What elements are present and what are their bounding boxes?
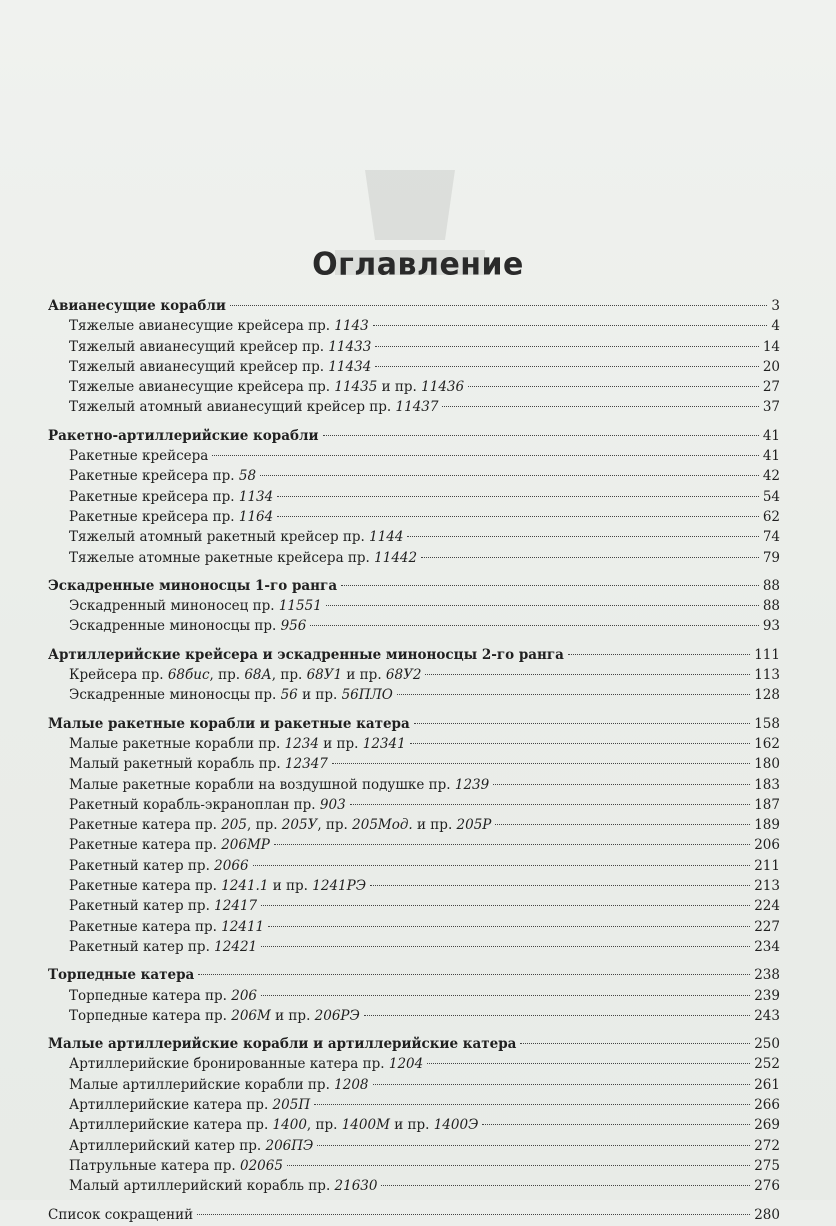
entry-title: Ракетные катера пр. 206МР bbox=[69, 837, 270, 854]
entry-title: Торпедные катера пр. 206М и пр. 206РЭ bbox=[69, 1007, 360, 1024]
entry-title: Артиллерийские катера пр. 205П bbox=[69, 1096, 311, 1113]
toc-item[interactable] bbox=[48, 487, 780, 507]
page-number: 269 bbox=[754, 1117, 780, 1134]
page-number: 74 bbox=[762, 529, 780, 546]
entry-title: Эскадренный миноносец пр. 11551 bbox=[69, 598, 322, 615]
entry-title: Ракетный катер пр. 12421 bbox=[69, 938, 258, 955]
project-number: 206М bbox=[231, 1007, 271, 1024]
page-number: 239 bbox=[754, 987, 780, 1004]
toc-item[interactable] bbox=[48, 815, 780, 835]
dot-leader bbox=[332, 763, 750, 764]
page-number: 158 bbox=[754, 715, 780, 732]
toc-item[interactable] bbox=[48, 986, 780, 1006]
toc-item[interactable] bbox=[48, 1156, 780, 1176]
project-number: 206 bbox=[231, 987, 258, 1004]
dot-leader bbox=[364, 1015, 750, 1016]
project-number: 12347 bbox=[284, 756, 328, 773]
toc-item[interactable] bbox=[48, 466, 780, 486]
project-number: 1241.1 bbox=[221, 878, 269, 895]
entry-title: Тяжелый авианесущий крейсер пр. 11434 bbox=[69, 358, 372, 375]
toc-item[interactable] bbox=[48, 316, 780, 336]
dot-leader bbox=[407, 536, 758, 537]
page-number: 250 bbox=[754, 1036, 780, 1053]
dot-leader bbox=[373, 1084, 751, 1085]
toc-item[interactable] bbox=[48, 1176, 780, 1196]
page-number: 227 bbox=[754, 918, 780, 935]
page-number: 20 bbox=[762, 358, 780, 375]
project-number: 1144 bbox=[369, 529, 404, 546]
project-number: 1239 bbox=[454, 776, 490, 793]
dot-leader bbox=[261, 905, 750, 906]
project-number: 68бис bbox=[167, 667, 210, 684]
dot-leader bbox=[350, 804, 751, 805]
toc-section[interactable] bbox=[48, 1034, 780, 1054]
page-number: 183 bbox=[754, 776, 780, 793]
entry-title: Артиллерийские бронированные катера пр. 1204 bbox=[69, 1056, 424, 1073]
dot-leader bbox=[277, 516, 759, 517]
dot-leader bbox=[253, 865, 751, 866]
project-number: 11433 bbox=[328, 338, 372, 355]
project-number: 56 bbox=[280, 687, 298, 704]
dot-leader bbox=[277, 496, 759, 497]
toc-item[interactable] bbox=[48, 1095, 780, 1115]
page-number: 4 bbox=[771, 318, 780, 335]
toc-section[interactable] bbox=[48, 645, 780, 665]
page-number: 3 bbox=[771, 298, 780, 314]
project-number: 206МР bbox=[221, 837, 270, 854]
toc-item[interactable] bbox=[48, 527, 780, 547]
project-number: 206ПЭ bbox=[265, 1137, 314, 1154]
entry-title: Малые артиллерийские корабли и артиллерийские катера bbox=[48, 1036, 517, 1053]
toc-item[interactable] bbox=[48, 1054, 780, 1074]
entry-title: Ракетные катера пр. 1241.1 и пр. 1241РЭ bbox=[69, 878, 367, 895]
entry-title: Ракетный катер пр. 12417 bbox=[69, 898, 258, 915]
page-number: 187 bbox=[754, 796, 780, 813]
entry-title: Малый артиллерийский корабль пр. 21630 bbox=[69, 1178, 378, 1195]
entry-title: Малые артиллерийские корабли пр. 1208 bbox=[69, 1076, 369, 1093]
project-number: 1234 bbox=[284, 735, 319, 752]
dot-leader bbox=[568, 654, 750, 655]
toc-item[interactable] bbox=[48, 1115, 780, 1135]
dot-leader bbox=[397, 694, 750, 695]
project-number: 68У1 bbox=[306, 667, 343, 684]
dot-leader bbox=[427, 1063, 750, 1064]
project-number: 205Р bbox=[456, 817, 492, 834]
dot-leader bbox=[314, 1104, 750, 1105]
dot-leader bbox=[260, 475, 759, 476]
toc-section[interactable] bbox=[48, 965, 780, 985]
project-number: 1400 bbox=[272, 1117, 307, 1134]
page-number: 41 bbox=[762, 427, 780, 444]
project-number: 1208 bbox=[334, 1076, 369, 1093]
dot-leader bbox=[317, 1145, 750, 1146]
entry-title: Малые ракетные корабли и ракетные катера bbox=[48, 715, 410, 732]
dot-leader bbox=[261, 946, 750, 947]
page-number: 54 bbox=[762, 488, 780, 505]
entry-title: Торпедные катера пр. 206 bbox=[69, 987, 258, 1004]
entry-title: Ракетные крейсера bbox=[69, 448, 209, 465]
dot-leader bbox=[326, 605, 759, 606]
project-number: 11551 bbox=[278, 598, 322, 615]
dot-leader bbox=[375, 366, 759, 367]
page-number: 37 bbox=[762, 399, 780, 416]
dot-leader bbox=[410, 743, 751, 744]
page-number: 189 bbox=[754, 817, 780, 834]
toc-item[interactable] bbox=[48, 397, 780, 417]
toc-section[interactable] bbox=[48, 714, 780, 734]
entry-title: Список сокращений bbox=[48, 1207, 194, 1224]
project-number: 903 bbox=[319, 796, 346, 813]
toc-item[interactable] bbox=[48, 835, 780, 855]
toc-item[interactable] bbox=[48, 665, 780, 685]
page-number: 93 bbox=[762, 618, 780, 635]
dot-leader bbox=[468, 386, 759, 387]
project-number: 21630 bbox=[334, 1178, 378, 1195]
dot-leader bbox=[261, 995, 750, 996]
toc-item[interactable] bbox=[48, 616, 780, 636]
dot-leader bbox=[493, 784, 750, 785]
page-number: 180 bbox=[754, 756, 780, 773]
toc-item[interactable] bbox=[48, 896, 780, 916]
project-number: 956 bbox=[280, 618, 307, 635]
project-number: 205У bbox=[281, 817, 318, 834]
dot-leader bbox=[197, 1214, 750, 1215]
project-number: 68У2 bbox=[385, 667, 422, 684]
project-number: 1204 bbox=[388, 1056, 424, 1073]
entry-title: Ракетные крейсера пр. 1134 bbox=[69, 488, 274, 505]
project-number: 206РЭ bbox=[314, 1007, 360, 1024]
project-number: 12417 bbox=[214, 898, 258, 915]
page-number: 224 bbox=[754, 898, 780, 915]
project-number: 205 bbox=[221, 817, 247, 834]
project-number: 1400Э bbox=[433, 1117, 479, 1134]
dot-leader bbox=[274, 844, 750, 845]
toc-item[interactable] bbox=[48, 876, 780, 896]
project-number: 1134 bbox=[238, 488, 274, 505]
dot-leader bbox=[341, 585, 759, 586]
toc-item[interactable] bbox=[48, 357, 780, 377]
toc-item[interactable] bbox=[48, 337, 780, 357]
entry-title: Тяжелый авианесущий крейсер пр. 11433 bbox=[69, 338, 372, 355]
entry-title: Эскадренные миноносцы пр. 56 и пр. 56ПЛО bbox=[69, 687, 393, 704]
dot-leader bbox=[212, 455, 758, 456]
entry-title: Малые ракетные корабли на воздушной подушке пр. 1239 bbox=[69, 776, 490, 793]
toc-section[interactable] bbox=[48, 296, 780, 316]
page-number: 79 bbox=[762, 549, 780, 566]
toc-item[interactable] bbox=[48, 734, 780, 754]
project-number: 11437 bbox=[395, 399, 439, 416]
dot-leader bbox=[268, 926, 750, 927]
page-number: 42 bbox=[762, 468, 780, 485]
page-number: 261 bbox=[754, 1076, 780, 1093]
entry-title: Малые ракетные корабли пр. 1234 и пр. 12341 bbox=[69, 735, 406, 752]
project-number: 1164 bbox=[238, 508, 274, 525]
dot-leader bbox=[310, 625, 758, 626]
entry-title: Крейсера пр. 68бис, пр. 68А, пр. 68У1 и пр. 68У2 bbox=[69, 667, 422, 684]
dot-leader bbox=[442, 406, 758, 407]
toc-section[interactable] bbox=[48, 426, 780, 446]
entry-title: Эскадренные миноносцы 1-го ранга bbox=[48, 577, 338, 594]
toc-item[interactable] bbox=[48, 548, 780, 568]
dot-leader bbox=[323, 435, 759, 436]
page-number: 27 bbox=[762, 379, 780, 396]
page-number: 62 bbox=[762, 508, 780, 525]
toc-item[interactable] bbox=[48, 775, 780, 795]
entry-title: Тяжелые авианесущие крейсера пр. 11435 и пр. 11436 bbox=[69, 379, 465, 396]
toc-item[interactable] bbox=[48, 1075, 780, 1095]
dot-leader bbox=[375, 346, 759, 347]
page-number: 238 bbox=[754, 967, 780, 984]
entry-title: Торпедные катера bbox=[48, 967, 195, 984]
page-number: 213 bbox=[754, 878, 780, 895]
page-number: 272 bbox=[754, 1137, 780, 1154]
entry-title: Ракетные катера пр. 12411 bbox=[69, 918, 265, 935]
toc-final[interactable] bbox=[48, 1205, 780, 1225]
table-of-contents bbox=[48, 296, 780, 1226]
project-number: 12421 bbox=[214, 938, 258, 955]
toc-item[interactable] bbox=[48, 1136, 780, 1156]
project-number: 11442 bbox=[374, 549, 418, 566]
page-number: 275 bbox=[754, 1157, 780, 1174]
dot-leader bbox=[373, 325, 768, 326]
entry-title: Авианесущие корабли bbox=[48, 298, 226, 314]
toc-item[interactable] bbox=[48, 446, 780, 466]
toc-item[interactable] bbox=[48, 937, 780, 957]
page-number: 211 bbox=[754, 857, 780, 874]
toc-section[interactable] bbox=[48, 576, 780, 596]
dot-leader bbox=[287, 1165, 750, 1166]
entry-title: Артиллерийские крейсера и эскадренные миноносцы 2-го ранга bbox=[48, 646, 564, 663]
entry-title: Ракетные катера пр. 205, пр. 205У, пр. 205Мод. и пр. 205Р bbox=[69, 817, 492, 834]
project-number: 2066 bbox=[214, 857, 249, 874]
project-number: 02065 bbox=[239, 1157, 283, 1174]
page-number: 276 bbox=[754, 1178, 780, 1195]
page-number: 252 bbox=[754, 1056, 780, 1073]
dot-leader bbox=[370, 885, 750, 886]
project-number: 12411 bbox=[221, 918, 265, 935]
page-number: 88 bbox=[762, 598, 780, 615]
page-number: 113 bbox=[754, 667, 780, 684]
dot-leader bbox=[520, 1043, 750, 1044]
page-number: 234 bbox=[754, 938, 780, 955]
entry-title: Тяжелый атомный авианесущий крейсер пр. 11437 bbox=[69, 399, 439, 416]
dot-leader bbox=[495, 824, 750, 825]
page-number: 88 bbox=[762, 577, 780, 594]
project-number: 12341 bbox=[362, 735, 406, 752]
dot-leader bbox=[198, 974, 750, 975]
dot-leader bbox=[425, 674, 750, 675]
page-number: 206 bbox=[754, 837, 780, 854]
project-number: 11434 bbox=[328, 358, 372, 375]
toc-item[interactable] bbox=[48, 596, 780, 616]
toc-item[interactable] bbox=[48, 917, 780, 937]
dot-leader bbox=[482, 1124, 750, 1125]
project-number: 68А bbox=[244, 667, 272, 684]
entry-title: Тяжелый атомный ракетный крейсер пр. 1144 bbox=[69, 529, 404, 546]
dot-leader bbox=[421, 557, 759, 558]
toc-item[interactable] bbox=[48, 685, 780, 705]
toc-item[interactable] bbox=[48, 507, 780, 527]
project-number: 11435 bbox=[334, 379, 378, 396]
page-number: 243 bbox=[754, 1007, 780, 1024]
entry-title: Артиллерийский катер пр. 206ПЭ bbox=[69, 1137, 314, 1154]
project-number: 205П bbox=[272, 1096, 311, 1113]
page-number: 128 bbox=[754, 687, 780, 704]
dot-leader bbox=[414, 723, 750, 724]
page-number: 14 bbox=[762, 338, 780, 355]
entry-title: Тяжелые авианесущие крейсера пр. 1143 bbox=[69, 318, 369, 335]
entry-title: Ракетные крейсера пр. 58 bbox=[69, 468, 257, 485]
entry-title: Ракетный корабль-экраноплан пр. 903 bbox=[69, 796, 346, 813]
dot-leader bbox=[230, 305, 768, 306]
page-number: 266 bbox=[754, 1096, 780, 1113]
dot-leader bbox=[381, 1185, 750, 1186]
toc-item[interactable] bbox=[48, 1006, 780, 1026]
entry-title: Артиллерийские катера пр. 1400, пр. 1400М и пр. 1400Э bbox=[69, 1117, 479, 1134]
project-number: 56ПЛО bbox=[341, 687, 393, 704]
project-number: 1143 bbox=[334, 318, 369, 335]
page-number: 280 bbox=[754, 1207, 780, 1224]
project-number: 1400М bbox=[341, 1117, 390, 1134]
page-number: 162 bbox=[754, 735, 780, 752]
entry-title: Тяжелые атомные ракетные крейсера пр. 11442 bbox=[69, 549, 418, 566]
entry-title: Эскадренные миноносцы пр. 956 bbox=[69, 618, 307, 635]
entry-title: Патрульные катера пр. 02065 bbox=[69, 1157, 283, 1174]
entry-title: Ракетный катер пр. 2066 bbox=[69, 857, 249, 874]
page-title: Оглавление bbox=[312, 246, 524, 283]
page-number: 111 bbox=[754, 646, 780, 663]
entry-title: Ракетно-артиллерийские корабли bbox=[48, 427, 319, 444]
project-number: 1241РЭ bbox=[312, 878, 367, 895]
toc-item[interactable] bbox=[48, 795, 780, 815]
entry-title: Малый ракетный корабль пр. 12347 bbox=[69, 756, 328, 773]
project-number: 58 bbox=[238, 468, 257, 485]
project-number: 205Мод. bbox=[352, 817, 413, 834]
entry-title: Ракетные крейсера пр. 1164 bbox=[69, 508, 274, 525]
toc-item[interactable] bbox=[48, 856, 780, 876]
toc-item[interactable] bbox=[48, 754, 780, 774]
toc-item[interactable] bbox=[48, 377, 780, 397]
project-number: 11436 bbox=[421, 379, 465, 396]
page-number: 41 bbox=[762, 448, 780, 465]
